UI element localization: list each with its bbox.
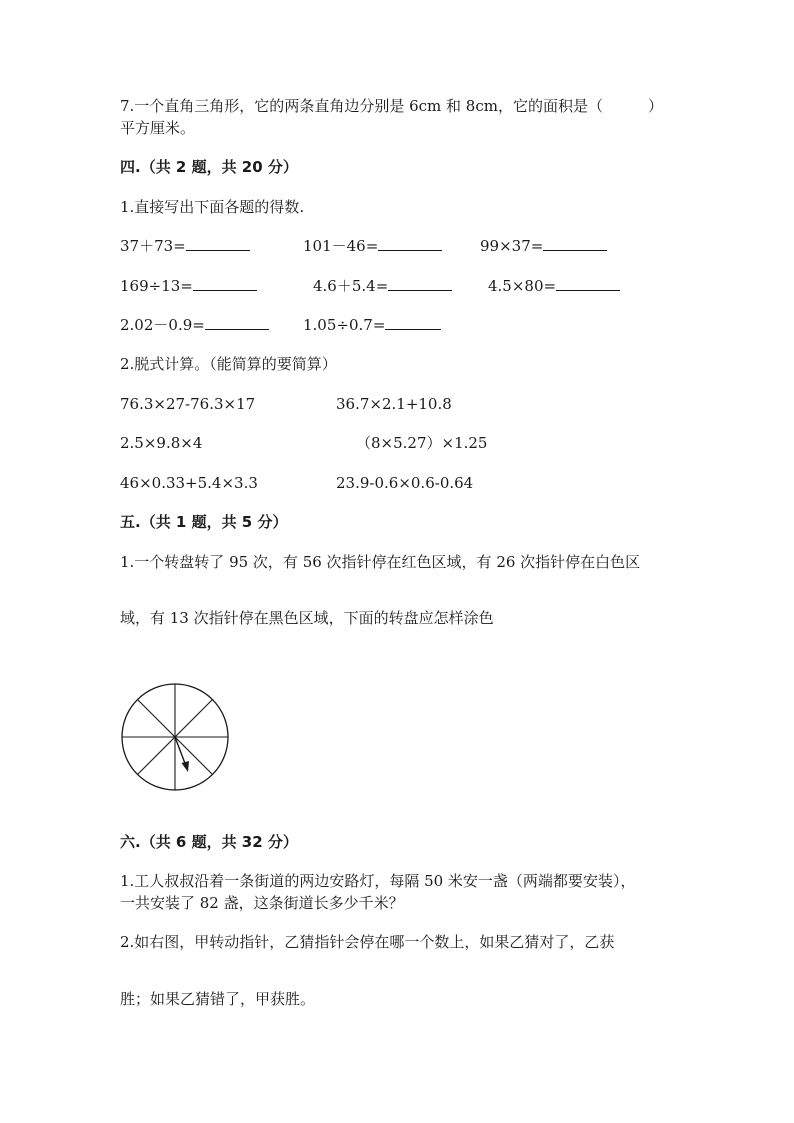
answer-blank[interactable]: [543, 236, 607, 251]
oral-calc-item: 4.5×80=: [488, 276, 620, 296]
arrow-pointer: [175, 737, 189, 772]
oral-calc-item: 101－46=: [303, 236, 442, 256]
section6-q2-line1: 2.如右图，甲转动指针，乙猜指针会停在哪一个数上，如果乙猜对了，乙获: [120, 933, 615, 951]
oral-calc-item: 4.6＋5.4=: [313, 276, 452, 296]
answer-blank[interactable]: [385, 315, 441, 330]
answer-blank[interactable]: [193, 276, 257, 291]
section4-q1-text: 1.直接写出下面各题的得数.: [120, 198, 305, 216]
answer-blank[interactable]: [388, 276, 452, 291]
section5-q1-line1: 1.一个转盘转了 95 次，有 56 次指针停在红色区域，有 26 次指针停在白色区: [120, 553, 641, 571]
oral-calc-item: 169÷13=: [120, 276, 257, 296]
oral-calc-item: 1.05÷0.7=: [303, 315, 441, 335]
q7-line2: 平方厘米。: [120, 119, 196, 137]
written-calc-item: 2.5×9.8×4: [120, 434, 203, 452]
answer-blank[interactable]: [205, 315, 269, 330]
written-calc-item: 46×0.33+5.4×3.3: [120, 474, 258, 492]
written-calc-item: （8×5.27）×1.25: [356, 434, 488, 452]
written-calc-item: 36.7×2.1+10.8: [336, 395, 452, 413]
oral-calc-item: 37＋73=: [120, 236, 250, 256]
section6-q1-line1: 1.工人叔叔沿着一条街道的两边安路灯，每隔 50 米安一盏（两端都要安装），: [120, 872, 636, 890]
q7-line1: 7.一个直角三角形，它的两条直角边分别是 6cm 和 8cm，它的面积是（ ）: [120, 97, 663, 115]
section4-heading: 四.（共 2 题，共 20 分）: [120, 158, 298, 176]
section5-heading: 五.（共 1 题，共 5 分）: [120, 513, 288, 531]
section5-q1-line2: 域，有 13 次指针停在黑色区域，下面的转盘应怎样涂色: [120, 609, 494, 627]
section4-q2-text: 2.脱式计算。（能简算的要简算）: [120, 355, 337, 373]
answer-blank[interactable]: [556, 276, 620, 291]
written-calc-item: 23.9-0.6×0.6-0.64: [336, 474, 474, 492]
section6-q2-line2: 胜；如果乙猜错了，甲获胜。: [120, 990, 316, 1008]
oral-calc-item: 2.02－0.9=: [120, 315, 269, 335]
oral-calc-item: 99×37=: [480, 236, 607, 256]
section6-q1-line2: 一共安装了 82 盏，这条街道长多少千米？: [120, 894, 404, 912]
section6-heading: 六.（共 6 题，共 32 分）: [120, 833, 298, 851]
answer-blank[interactable]: [378, 236, 442, 251]
written-calc-item: 76.3×27-76.3×17: [120, 395, 256, 413]
spinner-diagram: [118, 680, 234, 796]
answer-blank[interactable]: [186, 236, 250, 251]
